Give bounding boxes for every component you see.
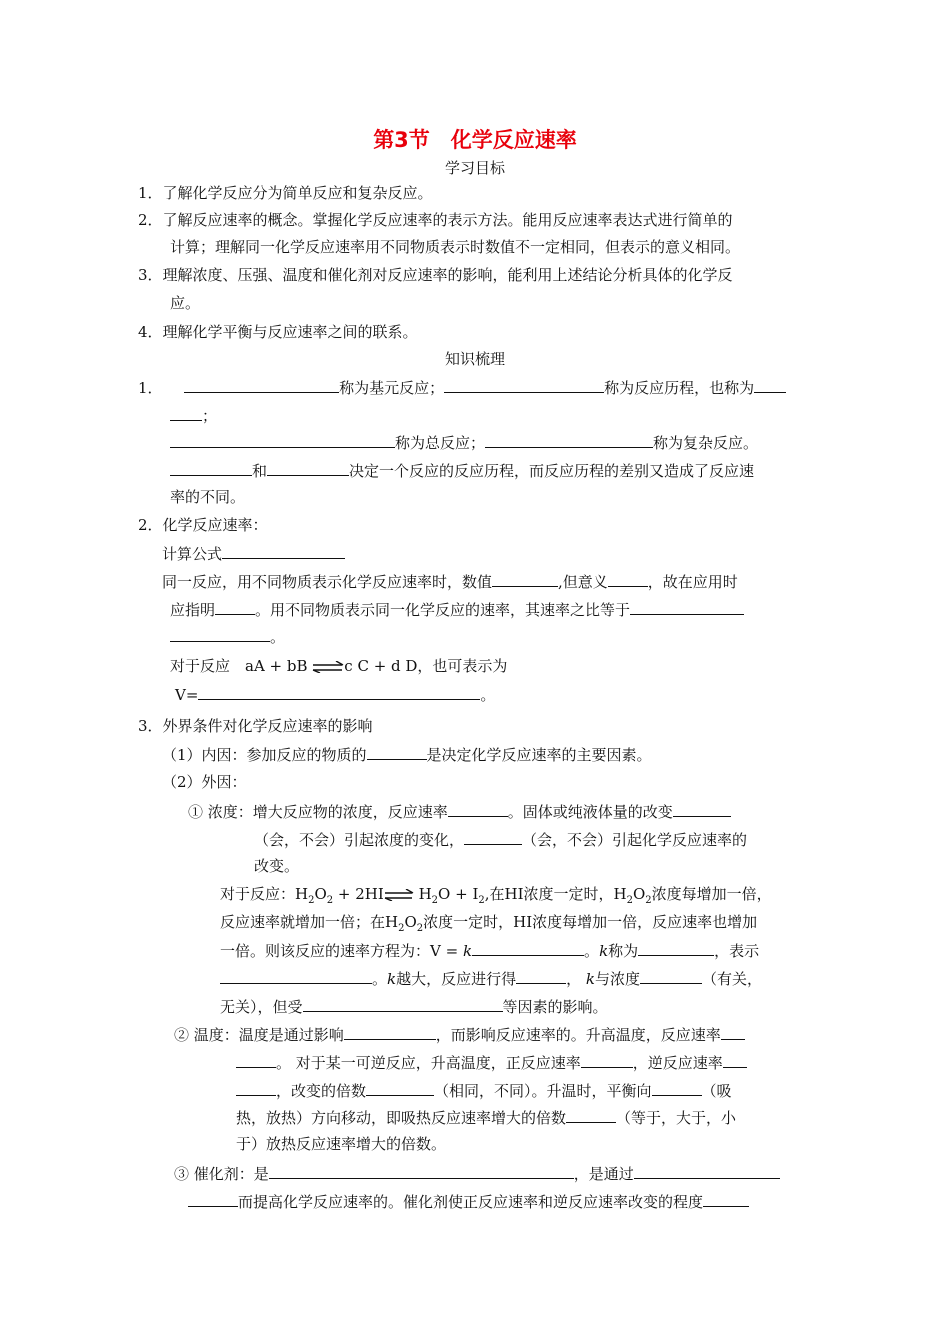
equilibrium-arrow-icon [384, 889, 414, 901]
temp-line-2 [236, 1052, 747, 1073]
text: 对于反应：H [220, 885, 309, 903]
rate-constant-symbol: k [462, 942, 473, 960]
s1-number: 1． [138, 379, 163, 397]
goal-item-2-cont: 计算；理解同一化学反应速率用不同物质表示时数值不一定相同，但表示的意义相同。 [170, 238, 741, 256]
conc-line-1 [188, 801, 731, 822]
blank[interactable] [366, 1080, 434, 1096]
blank[interactable] [608, 571, 648, 587]
text: 。用不同物质表示同一化学反应的速率，其速率之比等于 [255, 601, 631, 619]
blank[interactable] [492, 571, 558, 587]
goal-item-2: 2．了解反应速率的概念。掌握化学反应速率的表示方法。能用反应速率表达式进行简单的 [138, 211, 733, 229]
s2-v-line [175, 684, 495, 705]
text: （会，不会）引起浓度的变化， [254, 831, 465, 849]
s2-line-1 [162, 571, 738, 592]
text: 称为总反应； [395, 434, 486, 452]
text: 同一反应，用不同物质表示化学反应速率时，数值 [162, 573, 493, 591]
text: （1）内因：参加反应的物质的 [162, 746, 367, 764]
text: ，表示 [714, 942, 760, 960]
text: ① 浓度：增大反应物的浓度，反应速率 [188, 803, 448, 821]
s2-formula-line [162, 543, 345, 564]
blank[interactable] [170, 626, 270, 642]
blank[interactable] [448, 801, 508, 817]
goal-item-3-cont: 应。 [170, 294, 201, 312]
text: 浓度一定时，HI浓度每增加一倍，反应速率也增加 [423, 913, 758, 931]
text: ； [202, 407, 218, 425]
subscript: 2 [478, 895, 485, 906]
rate-constant-symbol: k [599, 942, 609, 960]
blank[interactable] [170, 460, 252, 476]
text: ，是通过 [573, 1165, 634, 1183]
subscript: 2 [326, 895, 334, 906]
blank[interactable] [367, 744, 427, 760]
text: （相同，不同）。升温时，平衡向 [434, 1082, 652, 1100]
text: 无关），但受 [220, 998, 303, 1016]
text: 对于反应 aA + bB [170, 657, 313, 675]
catalyst-line-1 [174, 1163, 780, 1184]
text: ,在HI浓度一定时，H [484, 885, 627, 903]
text: ，逆反应速率 [632, 1054, 723, 1072]
rate-line-1 [220, 884, 772, 904]
text: O [632, 885, 646, 903]
s1-line-1 [138, 377, 786, 398]
text: H [413, 885, 432, 903]
text: 决定一个反应的反应历程，而反应历程的差别又造成了反应速 [349, 462, 755, 480]
text: 越大，反应进行得 [396, 970, 517, 988]
section-heading-knowledge: 知识梳理 [444, 350, 505, 368]
blank[interactable] [222, 543, 345, 559]
blank[interactable] [721, 1024, 745, 1040]
goal-item-4: 4．理解化学平衡与反应速率之间的联系。 [138, 323, 418, 341]
text: （吸 [701, 1082, 732, 1100]
text: （等于，大于，小 [616, 1109, 737, 1127]
blank[interactable] [754, 377, 786, 393]
blank[interactable] [170, 405, 202, 421]
blank[interactable] [723, 1052, 747, 1068]
text: 计算公式 [162, 545, 223, 563]
s1-line-3 [170, 432, 758, 453]
text: V= [175, 686, 199, 704]
text: ，而影响反应速率的。升高温度，反应速率 [435, 1026, 721, 1044]
blank[interactable] [640, 968, 702, 984]
s3-outer-cause: （2）外因： [162, 773, 247, 791]
blank[interactable] [267, 460, 349, 476]
text: 和 [252, 462, 268, 480]
temp-line-4 [236, 1107, 736, 1128]
section-heading-goals: 学习目标 [444, 159, 505, 177]
text: 一倍。则该反应的速率方程为：V = [220, 942, 463, 960]
rate-line-4 [220, 968, 762, 989]
conc-line-2 [254, 829, 747, 850]
subscript: 2 [416, 923, 424, 934]
rate-constant-symbol: k [585, 970, 595, 988]
rate-constant-symbol: k [387, 970, 397, 988]
blank[interactable] [188, 1191, 238, 1207]
subscript: 2 [626, 895, 633, 906]
s1-line-5: 率的不同。 [170, 488, 246, 506]
blank[interactable] [170, 432, 395, 448]
blank[interactable] [566, 1107, 616, 1123]
blank[interactable] [630, 599, 744, 615]
text: 浓度每增加一倍， [651, 885, 772, 903]
text: 是决定化学反应速率的主要因素。 [426, 746, 652, 764]
subscript: 2 [431, 895, 439, 906]
text: 应指明 [170, 601, 216, 619]
blank[interactable] [516, 968, 566, 984]
blank[interactable] [703, 1191, 749, 1207]
text: 称为反应历程，也称为 [604, 379, 755, 397]
blank[interactable] [638, 940, 714, 956]
text: 称为基元反应； [339, 379, 445, 397]
text: + 2HI [333, 885, 384, 903]
text: ③ 催化剂：是 [174, 1165, 269, 1183]
text: 。 [270, 628, 286, 646]
blank[interactable] [634, 1163, 780, 1179]
rate-line-5 [220, 996, 608, 1017]
blank[interactable] [184, 377, 339, 393]
goal-item-1: 1．了解化学反应分为简单反应和复杂反应。 [138, 184, 433, 202]
text: c C + d D，也可表示为 [344, 657, 508, 675]
subscript: 2 [308, 895, 315, 906]
text: 。固体或纯液体量的改变 [507, 803, 673, 821]
text: （有关， [702, 970, 763, 988]
s2-line-3 [170, 626, 285, 647]
text: ， [566, 970, 586, 988]
text: 反应速率就增加一倍；在H [220, 913, 399, 931]
goal-item-3: 3．理解浓度、压强、温度和催化剂对反应速率的影响，能利用上述结论分析具体的化学反 [138, 266, 733, 284]
blank[interactable] [581, 1052, 633, 1068]
blank[interactable] [673, 801, 731, 817]
text: ，改变的倍数 [276, 1082, 367, 1100]
subscript: 2 [645, 895, 652, 906]
text: 与浓度 [595, 970, 641, 988]
text: O + I [438, 885, 479, 903]
blank[interactable] [198, 684, 480, 700]
s2-heading: 2．化学反应速率： [138, 516, 268, 534]
text: 等因素的影响。 [502, 998, 608, 1016]
blank[interactable] [220, 968, 372, 984]
text: 称为复杂反应。 [653, 434, 759, 452]
text: 热，放热）方向移动，即吸热反应速率增大的倍数 [236, 1109, 567, 1127]
text: 。 [480, 686, 496, 704]
s1-line-4 [170, 460, 754, 481]
blank[interactable] [652, 1080, 702, 1096]
catalyst-line-2 [188, 1191, 749, 1212]
blank[interactable] [269, 1163, 574, 1179]
text: 。 [372, 970, 388, 988]
s1-line-2 [170, 405, 217, 426]
text: 而提高化学反应速率的。催化剂使正反应速率和逆反应速率改变的程度 [238, 1193, 704, 1211]
rate-line-2 [220, 912, 757, 932]
text: 。 对于某一可逆反应，升高温度，正反应速率 [276, 1054, 581, 1072]
blank[interactable] [344, 1024, 436, 1040]
temp-line-3 [236, 1080, 732, 1101]
text: 称为 [608, 942, 639, 960]
temp-line-5: 于）放热反应速率增大的倍数。 [236, 1135, 447, 1153]
text: O [314, 885, 327, 903]
blank[interactable] [444, 377, 604, 393]
temp-line-1 [174, 1024, 745, 1045]
s3-inner-cause [162, 744, 652, 765]
text: ,但意义 [558, 573, 608, 591]
blank[interactable] [236, 1052, 276, 1068]
text: ，故在应用时 [647, 573, 738, 591]
text: （会，不会）引起化学反应速率的 [522, 831, 748, 849]
blank[interactable] [215, 599, 255, 615]
blank[interactable] [464, 829, 522, 845]
text: ② 温度：温度是通过影响 [174, 1026, 344, 1044]
s3-heading: 3．外界条件对化学反应速率的影响 [138, 717, 373, 735]
equilibrium-arrow-icon [312, 661, 344, 673]
rate-line-3 [220, 940, 759, 961]
blank[interactable] [303, 996, 503, 1012]
text: O [404, 913, 417, 931]
subscript: 2 [398, 923, 405, 934]
blank[interactable] [472, 940, 584, 956]
blank[interactable] [485, 432, 653, 448]
text: 。 [584, 942, 600, 960]
blank[interactable] [236, 1080, 276, 1096]
conc-line-3: 改变。 [254, 857, 300, 875]
s2-equation [170, 656, 507, 676]
s2-line-2 [170, 599, 744, 620]
page-title: 第3节 化学反应速率 [373, 128, 577, 152]
